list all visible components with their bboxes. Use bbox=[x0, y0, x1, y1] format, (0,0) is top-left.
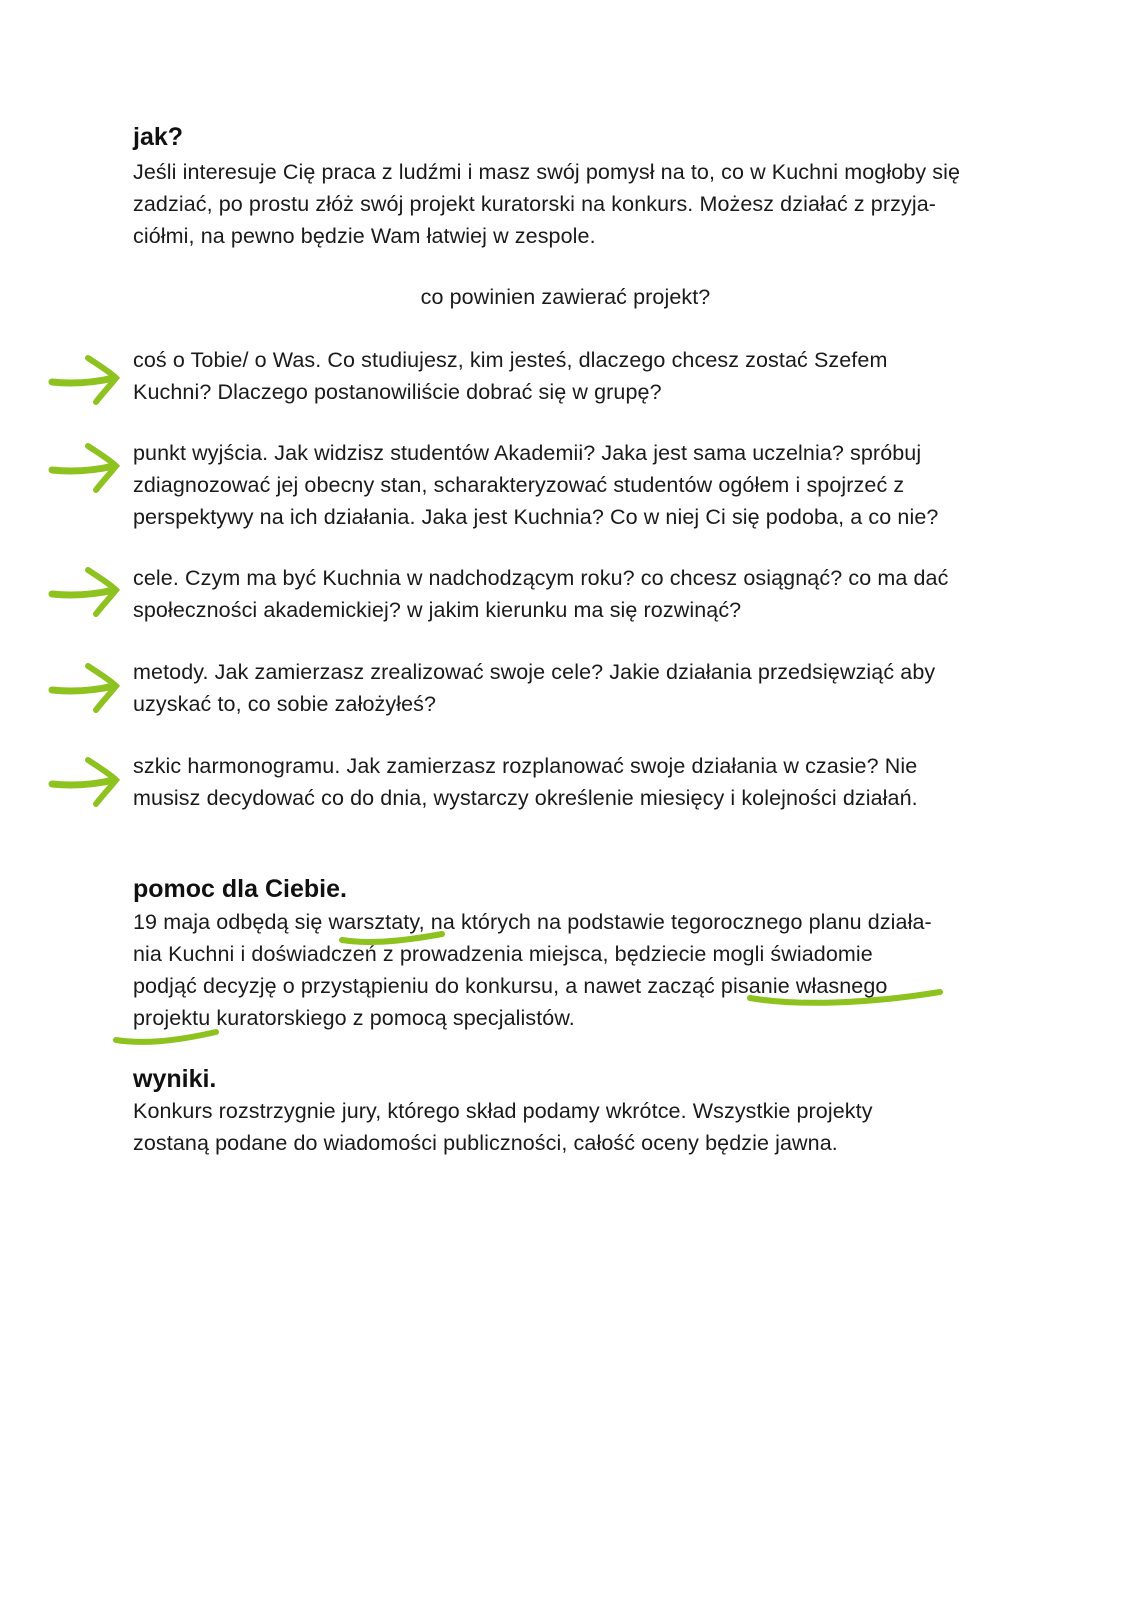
green-brush-arrow-icon bbox=[48, 658, 124, 718]
list-item bbox=[133, 750, 1033, 814]
green-brush-arrow-icon bbox=[48, 752, 124, 812]
paragraph-line: Jeśli interesuje Cię praca z ludźmi i masz swój pomysł na to, co w Kuchni mogłoby się bbox=[133, 160, 961, 184]
list-item bbox=[133, 344, 1033, 408]
list-item-line: cele. Czym ma być Kuchnia w nadchodzącym roku? co chcesz osiągnąć? co ma dać bbox=[133, 566, 949, 590]
green-brush-arrow-icon bbox=[48, 562, 124, 622]
paragraph-line: ciółmi, na pewno będzie Wam łatwiej w zespole. bbox=[133, 224, 596, 248]
list-item-line: Kuchni? Dlaczego postanowiliście dobrać się w grupę? bbox=[133, 380, 662, 404]
list-item-line: uzyskać to, co sobie założyłeś? bbox=[133, 692, 437, 716]
paragraph-wyniki bbox=[133, 1095, 1033, 1159]
list-item-line: zdiagnozować jej obecny stan, scharakteryzować studentów ogółem i spojrzeć z bbox=[133, 473, 905, 497]
green-brush-arrow-icon bbox=[48, 438, 124, 498]
list-item bbox=[133, 437, 1033, 533]
paragraph-line: zostaną podane do wiadomości publiczności, całość oceny będzie jawna. bbox=[133, 1131, 838, 1155]
paragraph-line: projektu kuratorskiego z pomocą specjalistów. bbox=[133, 1006, 575, 1030]
list-item bbox=[133, 656, 1033, 720]
paragraph-line: 19 maja odbędą się warsztaty, na których na podstawie tegorocznego planu działa- bbox=[133, 910, 932, 934]
paragraph-line: podjąć decyzję o przystąpieniu do konkursu, a nawet zacząć pisanie własnego bbox=[133, 974, 888, 998]
list-item-line: szkic harmonogramu. Jak zamierzasz rozplanować swoje działania w czasie? Nie bbox=[133, 754, 918, 778]
list-item-line: metody. Jak zamierzasz zrealizować swoje cele? Jakie działania przedsięwziąć aby bbox=[133, 660, 936, 684]
list-item bbox=[133, 562, 1033, 626]
paragraph-line: Konkurs rozstrzygnie jury, którego skład podamy wkrótce. Wszystkie projekty bbox=[133, 1099, 873, 1123]
heading-wyniki: wyniki. bbox=[133, 1065, 217, 1093]
green-brush-underline bbox=[112, 1024, 222, 1050]
subheading-project-contents: co powinien zawierać projekt? bbox=[420, 285, 711, 309]
list-item-line: perspektywy na ich działania. Jaka jest Kuchnia? Co w niej Ci się podoba, a co nie? bbox=[133, 505, 939, 529]
list-item-line: punkt wyjścia. Jak widzisz studentów Akademii? Jaka jest sama uczelnia? spróbuj bbox=[133, 441, 922, 465]
paragraph-line: nia Kuchni i doświadczeń z prowadzenia miejsca, będziecie mogli świadomie bbox=[133, 942, 873, 966]
green-brush-underline bbox=[338, 928, 448, 952]
green-brush-arrow-icon bbox=[48, 350, 124, 410]
green-brush-underline bbox=[746, 988, 946, 1012]
paragraph-line: zadziać, po prostu złóż swój projekt kuratorski na konkurs. Możesz działać z przyja- bbox=[133, 192, 937, 216]
list-item-line: społeczności akademickiej? w jakim kierunku ma się rozwinąć? bbox=[133, 598, 742, 622]
list-item-line: coś o Tobie/ o Was. Co studiujesz, kim jesteś, dlaczego chcesz zostać Szefem bbox=[133, 348, 888, 372]
list-item-line: musisz decydować co do dnia, wystarczy określenie miesięcy i kolejności działań. bbox=[133, 786, 918, 810]
paragraph-pomoc bbox=[133, 906, 1033, 1034]
heading-pomoc: pomoc dla Ciebie. bbox=[133, 875, 347, 903]
paragraph-jak bbox=[133, 156, 1033, 252]
heading-jak: jak? bbox=[133, 123, 184, 151]
